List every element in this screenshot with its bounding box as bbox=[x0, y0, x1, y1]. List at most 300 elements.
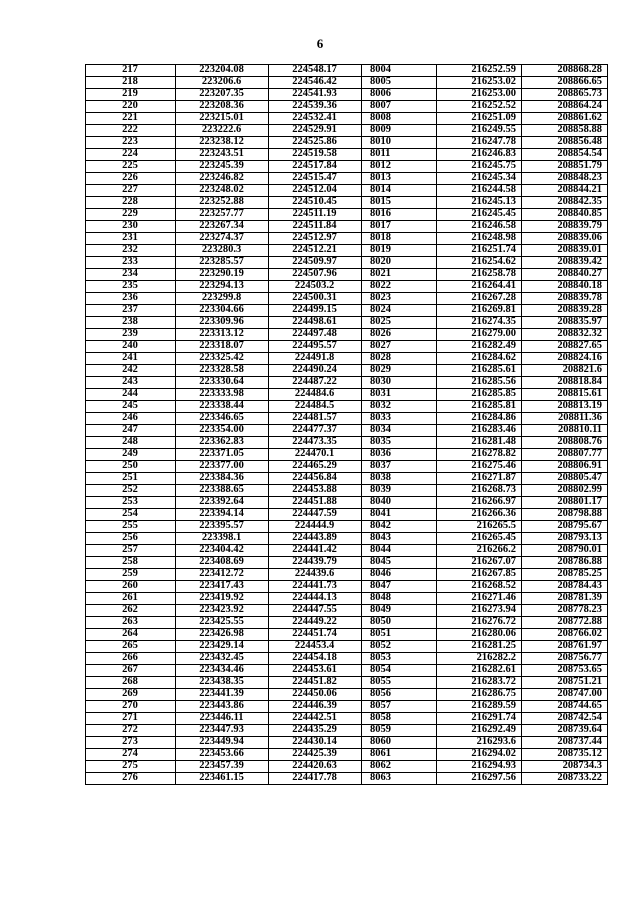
point-number-left-cell: 248 bbox=[86, 437, 176, 449]
point-number-right-cell: 8040 bbox=[362, 497, 437, 509]
y-coordinate-right-cell: 208735.12 bbox=[522, 749, 608, 761]
x-coordinate-left-cell: 223294.13 bbox=[176, 281, 269, 293]
y-coordinate-left-cell: 224497.48 bbox=[269, 329, 362, 341]
table-row bbox=[86, 401, 608, 413]
table-row bbox=[86, 557, 608, 569]
point-number-left-cell: 275 bbox=[86, 761, 176, 773]
y-coordinate-left-cell: 224481.57 bbox=[269, 413, 362, 425]
x-coordinate-right-cell: 216267.85 bbox=[437, 569, 522, 581]
table-row bbox=[86, 521, 608, 533]
y-coordinate-right-cell: 208861.62 bbox=[522, 113, 608, 125]
table-row bbox=[86, 365, 608, 377]
x-coordinate-right-cell: 216267.07 bbox=[437, 557, 522, 569]
x-coordinate-right-cell: 216247.78 bbox=[437, 137, 522, 149]
table-row bbox=[86, 497, 608, 509]
x-coordinate-left-cell: 223425.55 bbox=[176, 617, 269, 629]
x-coordinate-right-cell: 216266.2 bbox=[437, 545, 522, 557]
y-coordinate-right-cell: 208761.97 bbox=[522, 641, 608, 653]
y-coordinate-left-cell: 224451.82 bbox=[269, 677, 362, 689]
y-coordinate-right-cell: 208848.23 bbox=[522, 173, 608, 185]
point-number-left-cell: 225 bbox=[86, 161, 176, 173]
x-coordinate-right-cell: 216297.56 bbox=[437, 773, 522, 785]
x-coordinate-right-cell: 216273.94 bbox=[437, 605, 522, 617]
table-row bbox=[86, 305, 608, 317]
y-coordinate-left-cell: 224532.41 bbox=[269, 113, 362, 125]
y-coordinate-right-cell: 208821.6 bbox=[522, 365, 608, 377]
point-number-right-cell: 8015 bbox=[362, 197, 437, 209]
point-number-right-cell: 8051 bbox=[362, 629, 437, 641]
point-number-left-cell: 241 bbox=[86, 353, 176, 365]
y-coordinate-right-cell: 208807.77 bbox=[522, 449, 608, 461]
x-coordinate-right-cell: 216265.45 bbox=[437, 533, 522, 545]
point-number-left-cell: 232 bbox=[86, 245, 176, 257]
x-coordinate-right-cell: 216284.62 bbox=[437, 353, 522, 365]
table-row bbox=[86, 677, 608, 689]
x-coordinate-right-cell: 216253.00 bbox=[437, 89, 522, 101]
x-coordinate-left-cell: 223417.43 bbox=[176, 581, 269, 593]
table-row bbox=[86, 161, 608, 173]
x-coordinate-right-cell: 216284.86 bbox=[437, 413, 522, 425]
x-coordinate-right-cell: 216271.87 bbox=[437, 473, 522, 485]
point-number-left-cell: 254 bbox=[86, 509, 176, 521]
x-coordinate-right-cell: 216267.28 bbox=[437, 293, 522, 305]
x-coordinate-left-cell: 223274.37 bbox=[176, 233, 269, 245]
y-coordinate-left-cell: 224512.21 bbox=[269, 245, 362, 257]
x-coordinate-left-cell: 223395.57 bbox=[176, 521, 269, 533]
x-coordinate-right-cell: 216271.46 bbox=[437, 593, 522, 605]
table-row bbox=[86, 341, 608, 353]
x-coordinate-right-cell: 216275.46 bbox=[437, 461, 522, 473]
point-number-right-cell: 8017 bbox=[362, 221, 437, 233]
y-coordinate-right-cell: 208734.3 bbox=[522, 761, 608, 773]
y-coordinate-right-cell: 208744.65 bbox=[522, 701, 608, 713]
y-coordinate-left-cell: 224529.91 bbox=[269, 125, 362, 137]
y-coordinate-right-cell: 208824.16 bbox=[522, 353, 608, 365]
point-number-right-cell: 8033 bbox=[362, 413, 437, 425]
x-coordinate-right-cell: 216265.5 bbox=[437, 521, 522, 533]
table-row bbox=[86, 773, 608, 785]
x-coordinate-right-cell: 216274.35 bbox=[437, 317, 522, 329]
table-row bbox=[86, 701, 608, 713]
y-coordinate-right-cell: 208813.19 bbox=[522, 401, 608, 413]
point-number-right-cell: 8044 bbox=[362, 545, 437, 557]
point-number-right-cell: 8009 bbox=[362, 125, 437, 137]
point-number-right-cell: 8031 bbox=[362, 389, 437, 401]
point-number-right-cell: 8053 bbox=[362, 653, 437, 665]
x-coordinate-right-cell: 216268.73 bbox=[437, 485, 522, 497]
x-coordinate-right-cell: 216266.36 bbox=[437, 509, 522, 521]
x-coordinate-left-cell: 223318.07 bbox=[176, 341, 269, 353]
point-number-left-cell: 276 bbox=[86, 773, 176, 785]
y-coordinate-right-cell: 208778.23 bbox=[522, 605, 608, 617]
point-number-right-cell: 8048 bbox=[362, 593, 437, 605]
table-row bbox=[86, 569, 608, 581]
x-coordinate-left-cell: 223346.65 bbox=[176, 413, 269, 425]
x-coordinate-left-cell: 223309.96 bbox=[176, 317, 269, 329]
point-number-left-cell: 244 bbox=[86, 389, 176, 401]
x-coordinate-right-cell: 216245.75 bbox=[437, 161, 522, 173]
point-number-left-cell: 272 bbox=[86, 725, 176, 737]
y-coordinate-right-cell: 208818.84 bbox=[522, 377, 608, 389]
y-coordinate-left-cell: 224417.78 bbox=[269, 773, 362, 785]
point-number-right-cell: 8041 bbox=[362, 509, 437, 521]
x-coordinate-left-cell: 223392.64 bbox=[176, 497, 269, 509]
x-coordinate-left-cell: 223338.44 bbox=[176, 401, 269, 413]
point-number-left-cell: 231 bbox=[86, 233, 176, 245]
y-coordinate-right-cell: 208810.11 bbox=[522, 425, 608, 437]
table-row bbox=[86, 605, 608, 617]
y-coordinate-right-cell: 208866.65 bbox=[522, 77, 608, 89]
x-coordinate-right-cell: 216293.6 bbox=[437, 737, 522, 749]
point-number-right-cell: 8063 bbox=[362, 773, 437, 785]
x-coordinate-left-cell: 223330.64 bbox=[176, 377, 269, 389]
x-coordinate-left-cell: 223434.46 bbox=[176, 665, 269, 677]
y-coordinate-left-cell: 224539.36 bbox=[269, 101, 362, 113]
y-coordinate-left-cell: 224517.84 bbox=[269, 161, 362, 173]
x-coordinate-left-cell: 223248.02 bbox=[176, 185, 269, 197]
x-coordinate-right-cell: 216286.75 bbox=[437, 689, 522, 701]
x-coordinate-left-cell: 223362.83 bbox=[176, 437, 269, 449]
point-number-left-cell: 223 bbox=[86, 137, 176, 149]
y-coordinate-left-cell: 224430.14 bbox=[269, 737, 362, 749]
point-number-right-cell: 8016 bbox=[362, 209, 437, 221]
x-coordinate-right-cell: 216283.46 bbox=[437, 425, 522, 437]
x-coordinate-right-cell: 216248.98 bbox=[437, 233, 522, 245]
y-coordinate-left-cell: 224510.45 bbox=[269, 197, 362, 209]
table-row bbox=[86, 149, 608, 161]
point-number-left-cell: 233 bbox=[86, 257, 176, 269]
point-number-left-cell: 238 bbox=[86, 317, 176, 329]
table-row bbox=[86, 689, 608, 701]
y-coordinate-left-cell: 224450.06 bbox=[269, 689, 362, 701]
point-number-right-cell: 8014 bbox=[362, 185, 437, 197]
y-coordinate-right-cell: 208742.54 bbox=[522, 713, 608, 725]
y-coordinate-left-cell: 224444.13 bbox=[269, 593, 362, 605]
y-coordinate-left-cell: 224541.93 bbox=[269, 89, 362, 101]
x-coordinate-left-cell: 223243.51 bbox=[176, 149, 269, 161]
y-coordinate-left-cell: 224443.89 bbox=[269, 533, 362, 545]
point-number-left-cell: 256 bbox=[86, 533, 176, 545]
point-number-left-cell: 245 bbox=[86, 401, 176, 413]
y-coordinate-right-cell: 208793.13 bbox=[522, 533, 608, 545]
point-number-left-cell: 259 bbox=[86, 569, 176, 581]
point-number-left-cell: 220 bbox=[86, 101, 176, 113]
x-coordinate-right-cell: 216285.56 bbox=[437, 377, 522, 389]
x-coordinate-left-cell: 223429.14 bbox=[176, 641, 269, 653]
x-coordinate-right-cell: 216282.2 bbox=[437, 653, 522, 665]
point-number-left-cell: 237 bbox=[86, 305, 176, 317]
y-coordinate-right-cell: 208832.32 bbox=[522, 329, 608, 341]
x-coordinate-right-cell: 216283.72 bbox=[437, 677, 522, 689]
point-number-right-cell: 8056 bbox=[362, 689, 437, 701]
point-number-left-cell: 267 bbox=[86, 665, 176, 677]
table-row bbox=[86, 425, 608, 437]
point-number-right-cell: 8020 bbox=[362, 257, 437, 269]
table-row bbox=[86, 377, 608, 389]
y-coordinate-left-cell: 224453.61 bbox=[269, 665, 362, 677]
y-coordinate-right-cell: 208798.88 bbox=[522, 509, 608, 521]
y-coordinate-right-cell: 208737.44 bbox=[522, 737, 608, 749]
y-coordinate-left-cell: 224499.15 bbox=[269, 305, 362, 317]
point-number-left-cell: 261 bbox=[86, 593, 176, 605]
x-coordinate-left-cell: 223404.42 bbox=[176, 545, 269, 557]
table-row bbox=[86, 545, 608, 557]
point-number-right-cell: 8062 bbox=[362, 761, 437, 773]
y-coordinate-left-cell: 224511.19 bbox=[269, 209, 362, 221]
x-coordinate-left-cell: 223388.65 bbox=[176, 485, 269, 497]
point-number-right-cell: 8018 bbox=[362, 233, 437, 245]
y-coordinate-left-cell: 224477.37 bbox=[269, 425, 362, 437]
table-row bbox=[86, 185, 608, 197]
x-coordinate-right-cell: 216246.58 bbox=[437, 221, 522, 233]
point-number-left-cell: 250 bbox=[86, 461, 176, 473]
x-coordinate-right-cell: 216258.78 bbox=[437, 269, 522, 281]
table-row bbox=[86, 125, 608, 137]
point-number-left-cell: 263 bbox=[86, 617, 176, 629]
y-coordinate-right-cell: 208858.88 bbox=[522, 125, 608, 137]
y-coordinate-left-cell: 224449.22 bbox=[269, 617, 362, 629]
table-row bbox=[86, 761, 608, 773]
y-coordinate-left-cell: 224444.9 bbox=[269, 521, 362, 533]
point-number-left-cell: 269 bbox=[86, 689, 176, 701]
table-row bbox=[86, 713, 608, 725]
x-coordinate-left-cell: 223290.19 bbox=[176, 269, 269, 281]
point-number-right-cell: 8060 bbox=[362, 737, 437, 749]
point-number-right-cell: 8029 bbox=[362, 365, 437, 377]
point-number-left-cell: 235 bbox=[86, 281, 176, 293]
y-coordinate-left-cell: 224484.5 bbox=[269, 401, 362, 413]
y-coordinate-left-cell: 224491.8 bbox=[269, 353, 362, 365]
point-number-left-cell: 268 bbox=[86, 677, 176, 689]
x-coordinate-left-cell: 223398.1 bbox=[176, 533, 269, 545]
point-number-left-cell: 234 bbox=[86, 269, 176, 281]
y-coordinate-right-cell: 208839.01 bbox=[522, 245, 608, 257]
y-coordinate-right-cell: 208839.28 bbox=[522, 305, 608, 317]
point-number-right-cell: 8042 bbox=[362, 521, 437, 533]
point-number-left-cell: 240 bbox=[86, 341, 176, 353]
x-coordinate-right-cell: 216244.58 bbox=[437, 185, 522, 197]
point-number-right-cell: 8035 bbox=[362, 437, 437, 449]
point-number-right-cell: 8013 bbox=[362, 173, 437, 185]
table-row bbox=[86, 317, 608, 329]
point-number-right-cell: 8023 bbox=[362, 293, 437, 305]
point-number-left-cell: 239 bbox=[86, 329, 176, 341]
table-row bbox=[86, 593, 608, 605]
y-coordinate-right-cell: 208840.27 bbox=[522, 269, 608, 281]
x-coordinate-right-cell: 216245.13 bbox=[437, 197, 522, 209]
table-row bbox=[86, 749, 608, 761]
point-number-right-cell: 8046 bbox=[362, 569, 437, 581]
y-coordinate-left-cell: 224454.18 bbox=[269, 653, 362, 665]
x-coordinate-left-cell: 223299.8 bbox=[176, 293, 269, 305]
x-coordinate-right-cell: 216252.59 bbox=[437, 65, 522, 77]
y-coordinate-right-cell: 208795.67 bbox=[522, 521, 608, 533]
point-number-right-cell: 8038 bbox=[362, 473, 437, 485]
point-number-left-cell: 252 bbox=[86, 485, 176, 497]
y-coordinate-right-cell: 208739.64 bbox=[522, 725, 608, 737]
x-coordinate-right-cell: 216264.41 bbox=[437, 281, 522, 293]
y-coordinate-left-cell: 224451.74 bbox=[269, 629, 362, 641]
point-number-right-cell: 8004 bbox=[362, 65, 437, 77]
table-row bbox=[86, 89, 608, 101]
y-coordinate-left-cell: 224442.51 bbox=[269, 713, 362, 725]
x-coordinate-right-cell: 216266.97 bbox=[437, 497, 522, 509]
x-coordinate-left-cell: 223267.34 bbox=[176, 221, 269, 233]
x-coordinate-right-cell: 216289.59 bbox=[437, 701, 522, 713]
point-number-right-cell: 8012 bbox=[362, 161, 437, 173]
point-number-left-cell: 224 bbox=[86, 149, 176, 161]
point-number-right-cell: 8032 bbox=[362, 401, 437, 413]
table-row bbox=[86, 113, 608, 125]
x-coordinate-right-cell: 216285.81 bbox=[437, 401, 522, 413]
y-coordinate-left-cell: 224525.86 bbox=[269, 137, 362, 149]
y-coordinate-right-cell: 208801.17 bbox=[522, 497, 608, 509]
x-coordinate-right-cell: 216294.93 bbox=[437, 761, 522, 773]
y-coordinate-left-cell: 224509.97 bbox=[269, 257, 362, 269]
x-coordinate-left-cell: 223438.35 bbox=[176, 677, 269, 689]
y-coordinate-right-cell: 208827.65 bbox=[522, 341, 608, 353]
point-number-right-cell: 8058 bbox=[362, 713, 437, 725]
x-coordinate-left-cell: 223354.00 bbox=[176, 425, 269, 437]
x-coordinate-left-cell: 223257.77 bbox=[176, 209, 269, 221]
table-row bbox=[86, 257, 608, 269]
table-row bbox=[86, 413, 608, 425]
y-coordinate-right-cell: 208868.28 bbox=[522, 65, 608, 77]
y-coordinate-left-cell: 224490.24 bbox=[269, 365, 362, 377]
point-number-right-cell: 8061 bbox=[362, 749, 437, 761]
x-coordinate-left-cell: 223333.98 bbox=[176, 389, 269, 401]
x-coordinate-left-cell: 223446.11 bbox=[176, 713, 269, 725]
x-coordinate-left-cell: 223304.66 bbox=[176, 305, 269, 317]
point-number-right-cell: 8055 bbox=[362, 677, 437, 689]
table-row bbox=[86, 665, 608, 677]
y-coordinate-left-cell: 224456.84 bbox=[269, 473, 362, 485]
y-coordinate-right-cell: 208805.47 bbox=[522, 473, 608, 485]
point-number-left-cell: 264 bbox=[86, 629, 176, 641]
table-row bbox=[86, 389, 608, 401]
y-coordinate-left-cell: 224435.29 bbox=[269, 725, 362, 737]
table-row bbox=[86, 173, 608, 185]
point-number-left-cell: 265 bbox=[86, 641, 176, 653]
table-row bbox=[86, 281, 608, 293]
y-coordinate-right-cell: 208815.61 bbox=[522, 389, 608, 401]
x-coordinate-left-cell: 223412.72 bbox=[176, 569, 269, 581]
y-coordinate-right-cell: 208808.76 bbox=[522, 437, 608, 449]
x-coordinate-left-cell: 223325.42 bbox=[176, 353, 269, 365]
point-number-right-cell: 8027 bbox=[362, 341, 437, 353]
x-coordinate-right-cell: 216281.25 bbox=[437, 641, 522, 653]
y-coordinate-right-cell: 208811.36 bbox=[522, 413, 608, 425]
table-row bbox=[86, 353, 608, 365]
table-row bbox=[86, 245, 608, 257]
x-coordinate-left-cell: 223204.08 bbox=[176, 65, 269, 77]
table-row bbox=[86, 101, 608, 113]
table-row bbox=[86, 233, 608, 245]
x-coordinate-left-cell: 223453.66 bbox=[176, 749, 269, 761]
point-number-left-cell: 227 bbox=[86, 185, 176, 197]
y-coordinate-right-cell: 208840.85 bbox=[522, 209, 608, 221]
y-coordinate-left-cell: 224519.58 bbox=[269, 149, 362, 161]
point-number-right-cell: 8037 bbox=[362, 461, 437, 473]
x-coordinate-right-cell: 216279.00 bbox=[437, 329, 522, 341]
point-number-right-cell: 8054 bbox=[362, 665, 437, 677]
point-number-left-cell: 273 bbox=[86, 737, 176, 749]
point-number-right-cell: 8050 bbox=[362, 617, 437, 629]
point-number-left-cell: 229 bbox=[86, 209, 176, 221]
point-number-left-cell: 260 bbox=[86, 581, 176, 593]
x-coordinate-right-cell: 216282.61 bbox=[437, 665, 522, 677]
y-coordinate-right-cell: 208839.06 bbox=[522, 233, 608, 245]
y-coordinate-left-cell: 224512.04 bbox=[269, 185, 362, 197]
x-coordinate-left-cell: 223461.15 bbox=[176, 773, 269, 785]
point-number-left-cell: 249 bbox=[86, 449, 176, 461]
y-coordinate-right-cell: 208756.77 bbox=[522, 653, 608, 665]
point-number-right-cell: 8047 bbox=[362, 581, 437, 593]
y-coordinate-right-cell: 208733.22 bbox=[522, 773, 608, 785]
y-coordinate-left-cell: 224441.73 bbox=[269, 581, 362, 593]
table-row bbox=[86, 449, 608, 461]
point-number-right-cell: 8010 bbox=[362, 137, 437, 149]
y-coordinate-right-cell: 208786.88 bbox=[522, 557, 608, 569]
y-coordinate-left-cell: 224511.84 bbox=[269, 221, 362, 233]
point-number-right-cell: 8052 bbox=[362, 641, 437, 653]
y-coordinate-right-cell: 208865.73 bbox=[522, 89, 608, 101]
x-coordinate-right-cell: 216252.52 bbox=[437, 101, 522, 113]
point-number-left-cell: 218 bbox=[86, 77, 176, 89]
x-coordinate-left-cell: 223246.82 bbox=[176, 173, 269, 185]
y-coordinate-left-cell: 224548.17 bbox=[269, 65, 362, 77]
x-coordinate-right-cell: 216292.49 bbox=[437, 725, 522, 737]
x-coordinate-right-cell: 216249.55 bbox=[437, 125, 522, 137]
y-coordinate-left-cell: 224473.35 bbox=[269, 437, 362, 449]
table-row bbox=[86, 473, 608, 485]
x-coordinate-left-cell: 223285.57 bbox=[176, 257, 269, 269]
table-row bbox=[86, 725, 608, 737]
y-coordinate-right-cell: 208839.79 bbox=[522, 221, 608, 233]
point-number-right-cell: 8008 bbox=[362, 113, 437, 125]
point-number-left-cell: 266 bbox=[86, 653, 176, 665]
point-number-left-cell: 257 bbox=[86, 545, 176, 557]
y-coordinate-right-cell: 208839.42 bbox=[522, 257, 608, 269]
y-coordinate-left-cell: 224447.55 bbox=[269, 605, 362, 617]
point-number-left-cell: 243 bbox=[86, 377, 176, 389]
x-coordinate-left-cell: 223441.39 bbox=[176, 689, 269, 701]
point-number-right-cell: 8034 bbox=[362, 425, 437, 437]
y-coordinate-right-cell: 208864.24 bbox=[522, 101, 608, 113]
x-coordinate-right-cell: 216294.02 bbox=[437, 749, 522, 761]
x-coordinate-right-cell: 216278.82 bbox=[437, 449, 522, 461]
table-row bbox=[86, 533, 608, 545]
x-coordinate-right-cell: 216276.72 bbox=[437, 617, 522, 629]
x-coordinate-left-cell: 223426.98 bbox=[176, 629, 269, 641]
point-number-left-cell: 262 bbox=[86, 605, 176, 617]
x-coordinate-left-cell: 223222.6 bbox=[176, 125, 269, 137]
y-coordinate-right-cell: 208802.99 bbox=[522, 485, 608, 497]
y-coordinate-right-cell: 208839.78 bbox=[522, 293, 608, 305]
x-coordinate-right-cell: 216281.48 bbox=[437, 437, 522, 449]
point-number-right-cell: 8024 bbox=[362, 305, 437, 317]
x-coordinate-left-cell: 223371.05 bbox=[176, 449, 269, 461]
table-row bbox=[86, 293, 608, 305]
point-number-left-cell: 222 bbox=[86, 125, 176, 137]
x-coordinate-left-cell: 223394.14 bbox=[176, 509, 269, 521]
table-row bbox=[86, 617, 608, 629]
x-coordinate-left-cell: 223447.93 bbox=[176, 725, 269, 737]
point-number-right-cell: 8005 bbox=[362, 77, 437, 89]
x-coordinate-left-cell: 223208.36 bbox=[176, 101, 269, 113]
y-coordinate-right-cell: 208856.48 bbox=[522, 137, 608, 149]
point-number-left-cell: 270 bbox=[86, 701, 176, 713]
